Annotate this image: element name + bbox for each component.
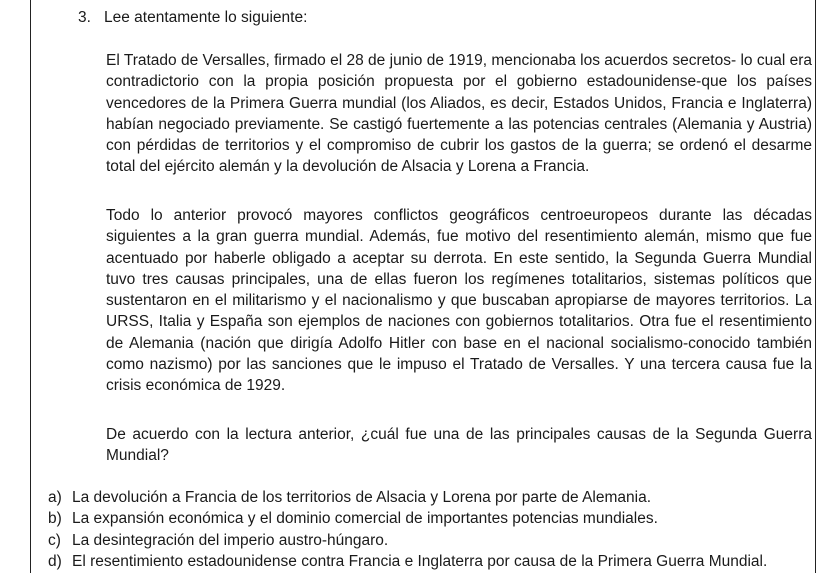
question-prompt: De acuerdo con la lectura anterior, ¿cuál fue una de las principales causas de la Segunda Guerra Mundial? bbox=[106, 426, 812, 465]
paragraph-versalles: El Tratado de Versalles, firmado el 28 de junio de 1919, mencionaba los acuerdos secretos- lo cual era contradictorio con la propia posición propuesta por el gobierno estadounidense-que los países vencedores de la Primera Guerra mundial (los Aliados, es decir, Estados Unidos, Francia e Inglaterra) habían negociado previamente. Se castigó fuertemente a las potencias centrales (Alemania y Austria) con pérdidas de territorios y el compromiso de cubrir los gastos de la guerra; se ordenó el desarme total del ejército alemán y la devolución de Alsacia y Lorena a Francia. bbox=[106, 52, 812, 176]
question-title: Lee atentamente lo siguiente: bbox=[104, 9, 308, 26]
option-text: El resentimiento estadounidense contra Francia e Inglaterra por causa de la Primera Guerra Mundial. bbox=[72, 552, 768, 570]
option-text: La devolución a Francia de los territorios de Alsacia y Lorena por parte de Alemania. bbox=[72, 489, 652, 506]
option-a[interactable] bbox=[48, 487, 818, 508]
answer-options bbox=[48, 487, 818, 572]
option-letter: d) bbox=[48, 552, 62, 570]
option-text: La desintegración del imperio austro-húngaro. bbox=[72, 531, 389, 549]
paragraph-causes: Todo lo anterior provocó mayores conflictos geográficos centroeuropeos durante las décadas siguientes a la gran guerra mundial. Además, fue motivo del resentimiento alemán, mismo que fue acentuado por haberle obligado a aceptar su derrota. En este sentido, la Segunda Guerra Mundial tuvo tres causas principales, una de ellas fueron los regímenes totalitarios, sistemas políticos que sustentaron en el militarismo y el nacionalismo y que buscaban apropiarse de mayores territorios. La URSS, Italia y España son ejemplos de naciones con gobiernos totalitarios. Otra fue el resentimiento de Alemania (nación que dirigía Adolfo Hitler con base en el nacional socialismo-conocido también como nazismo) por las sanciones que le impuso el Tratado de Versalles. Y una tercera causa fue la crisis económica de 1929. bbox=[106, 207, 812, 395]
option-d[interactable] bbox=[48, 551, 818, 572]
option-letter: b) bbox=[48, 510, 62, 528]
question-number: 3. bbox=[78, 9, 91, 26]
option-letter: c) bbox=[48, 531, 61, 549]
option-letter: a) bbox=[48, 489, 62, 506]
option-b[interactable] bbox=[48, 508, 818, 529]
question-header bbox=[78, 8, 307, 28]
option-text: La expansión económica y el dominio comercial de importantes potencias mundiales. bbox=[72, 510, 658, 528]
option-c[interactable] bbox=[48, 530, 818, 551]
